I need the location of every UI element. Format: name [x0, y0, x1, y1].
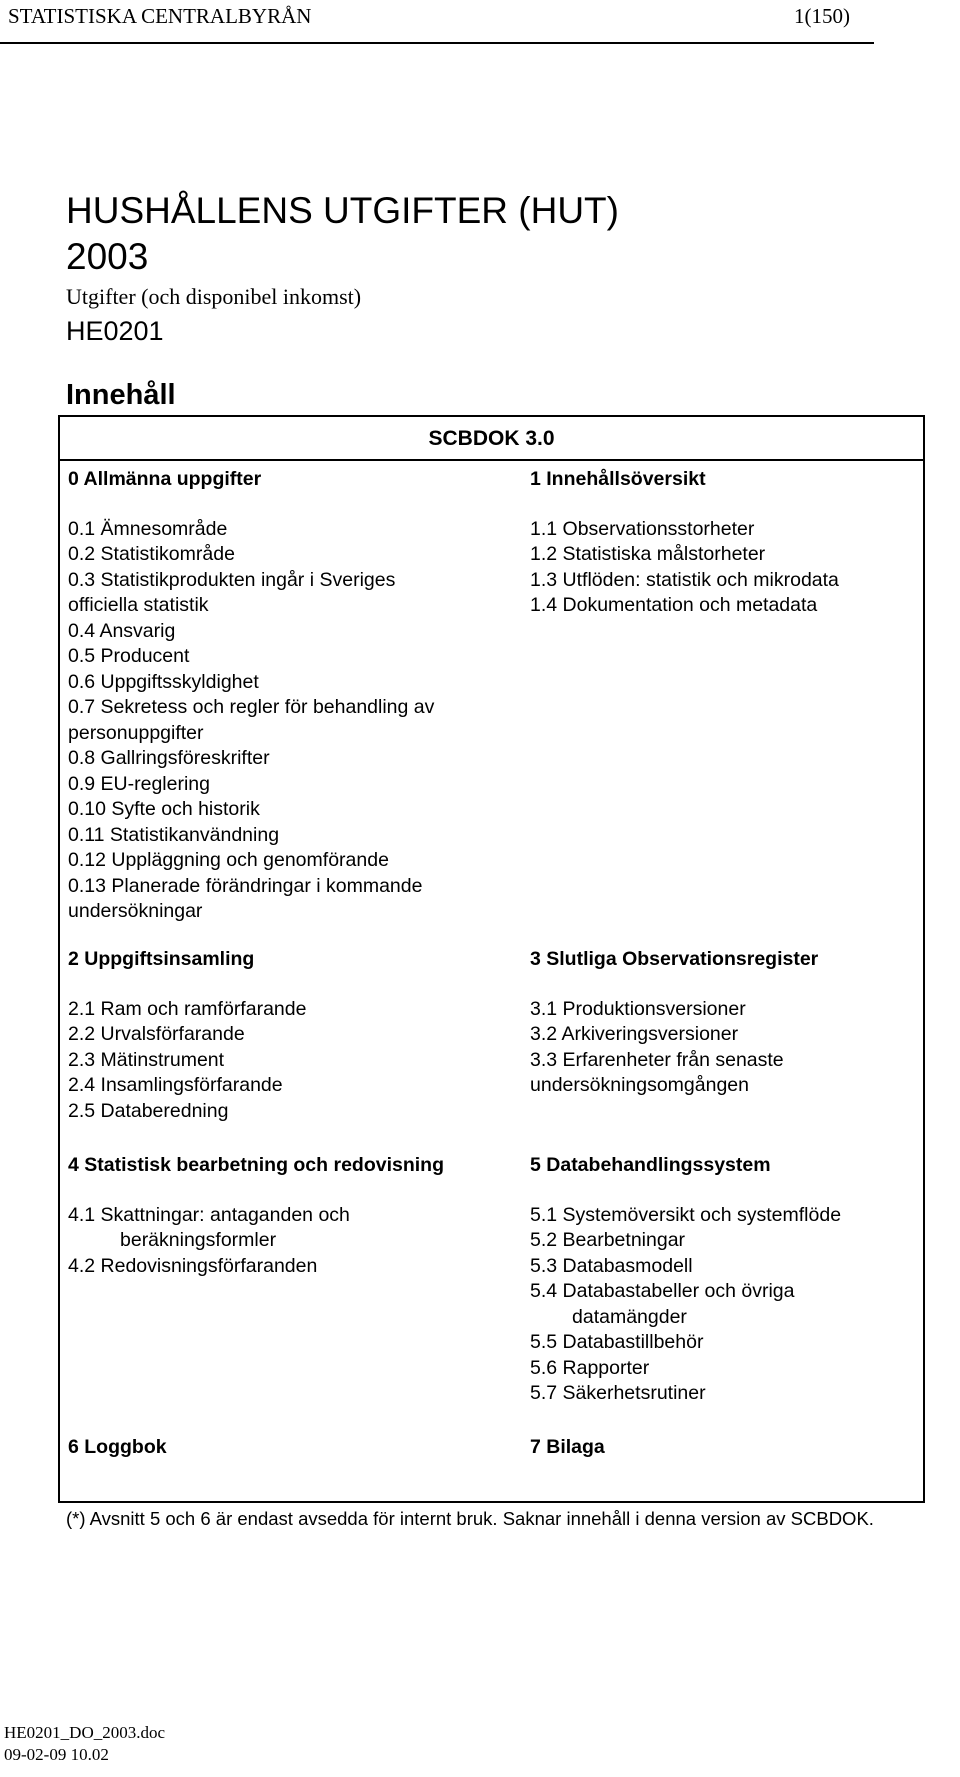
- section-title[interactable]: 3 Slutliga Observationsregister: [530, 948, 819, 970]
- section-7: [530, 1435, 920, 1461]
- section-title[interactable]: 7 Bilaga: [530, 1436, 605, 1458]
- footer-filename: HE0201_DO_2003.doc: [4, 1723, 166, 1742]
- toc-item[interactable]: 0.9 EU-reglering: [68, 772, 210, 795]
- section-5: [530, 1153, 920, 1407]
- toc-item[interactable]: 5.6 Rapporter: [530, 1356, 650, 1379]
- section-6: [68, 1435, 508, 1461]
- section-title[interactable]: 5 Databehandlingssystem: [530, 1154, 771, 1176]
- toc-item[interactable]: 5.7 Säkerhetsrutiner: [530, 1382, 706, 1404]
- document-title: [66, 188, 619, 280]
- section-2: [68, 947, 508, 1124]
- toc-item[interactable]: 4.2 Redovisningsförfaranden: [68, 1254, 318, 1277]
- toc-item[interactable]: 5.5 Databastillbehör: [530, 1331, 704, 1353]
- toc-item-continuation[interactable]: beräkningsformler: [120, 1229, 277, 1251]
- product-code: HE0201: [66, 316, 164, 346]
- toc-item[interactable]: 0.8 Gallringsföreskrifter: [68, 747, 270, 769]
- toc-heading: Innehåll: [66, 379, 176, 411]
- toc-item[interactable]: 2.2 Urvalsförfarande: [68, 1023, 245, 1045]
- section-1: [530, 467, 920, 619]
- footer-date: 09-02-09 10.02: [4, 1745, 109, 1764]
- toc-item[interactable]: 0.2 Statistikområde: [68, 543, 235, 565]
- toc-item[interactable]: 0.6 Uppgiftsskyldighet: [68, 670, 259, 693]
- toc-item[interactable]: 0.11 Statistikanvändning: [68, 823, 280, 846]
- toc-item[interactable]: 0.7 Sekretess och regler för behandling av: [68, 696, 435, 718]
- title-line-1: HUSHÅLLENS UTGIFTER (HUT): [66, 190, 619, 231]
- toc-item[interactable]: 2.4 Insamlingsförfarande: [68, 1074, 283, 1096]
- toc-item[interactable]: 2.5 Databeredning: [68, 1099, 229, 1122]
- organization-name: STATISTISKA CENTRALBYRÅN: [8, 4, 312, 28]
- toc-item[interactable]: 0.10 Syfte och historik: [68, 798, 260, 820]
- toc-item[interactable]: 1.2 Statistiska målstorheter: [530, 543, 766, 565]
- toc-item[interactable]: 0.3 Statistikprodukten ingår i Sveriges: [68, 568, 396, 591]
- section-3: [530, 947, 920, 1099]
- toc-item-continuation[interactable]: officiella statistik: [68, 594, 209, 616]
- section-title[interactable]: 0 Allmänna uppgifter: [68, 468, 262, 490]
- toc-item[interactable]: 0.1 Ämnesområde: [68, 517, 228, 540]
- toc-item[interactable]: 1.4 Dokumentation och metadata: [530, 594, 818, 616]
- toc-item-continuation[interactable]: datamängder: [572, 1305, 687, 1328]
- toc-item[interactable]: 2.3 Mätinstrument: [68, 1048, 225, 1071]
- toc-item[interactable]: 3.3 Erfarenheter från senaste: [530, 1048, 784, 1071]
- section-title[interactable]: 6 Loggbok: [68, 1436, 167, 1458]
- toc-item[interactable]: 0.12 Uppläggning och genomförande: [68, 849, 389, 871]
- section-title[interactable]: 1 Innehållsöversikt: [530, 468, 706, 490]
- page-number: 1(150): [794, 4, 850, 28]
- page-header: [8, 4, 868, 34]
- toc-item[interactable]: 5.1 Systemöversikt och systemflöde: [530, 1203, 842, 1226]
- section-title[interactable]: 4 Statistisk bearbetning och redovisning: [68, 1154, 444, 1176]
- toc-item[interactable]: 3.1 Produktionsversioner: [530, 997, 746, 1020]
- page-footer: [4, 1722, 165, 1766]
- toc-item[interactable]: 5.4 Databastabeller och övriga: [530, 1280, 795, 1302]
- toc-item[interactable]: 0.5 Producent: [68, 645, 190, 667]
- section-0: [68, 467, 508, 925]
- toc-item-continuation[interactable]: undersökningsomgången: [530, 1074, 749, 1096]
- toc-item-continuation[interactable]: undersökningar: [68, 900, 203, 922]
- toc-box-title: SCBDOK 3.0: [60, 417, 923, 461]
- toc-item[interactable]: 5.3 Databasmodell: [530, 1254, 693, 1277]
- section-title[interactable]: 2 Uppgiftsinsamling: [68, 948, 255, 970]
- toc-item[interactable]: 0.13 Planerade förändringar i kommande: [68, 874, 423, 897]
- toc-box: [58, 415, 925, 1503]
- document-subtitle: Utgifter (och disponibel inkomst): [66, 284, 362, 309]
- footnote: (*) Avsnitt 5 och 6 är endast avsedda för internt bruk. Saknar innehåll i denna version av SCBDOK.: [66, 1508, 874, 1529]
- toc-item[interactable]: 4.1 Skattningar: antaganden och: [68, 1203, 350, 1226]
- title-line-2: 2003: [66, 236, 149, 277]
- toc-item[interactable]: 1.3 Utflöden: statistik och mikrodata: [530, 568, 839, 591]
- section-4: [68, 1153, 508, 1279]
- toc-item[interactable]: 1.1 Observationsstorheter: [530, 517, 755, 540]
- toc-item[interactable]: 5.2 Bearbetningar: [530, 1229, 686, 1251]
- toc-item[interactable]: 0.4 Ansvarig: [68, 619, 176, 642]
- toc-item[interactable]: 3.2 Arkiveringsversioner: [530, 1023, 739, 1045]
- toc-item[interactable]: 2.1 Ram och ramförfarande: [68, 997, 307, 1020]
- header-divider: [0, 42, 874, 44]
- toc-item-continuation[interactable]: personuppgifter: [68, 721, 204, 744]
